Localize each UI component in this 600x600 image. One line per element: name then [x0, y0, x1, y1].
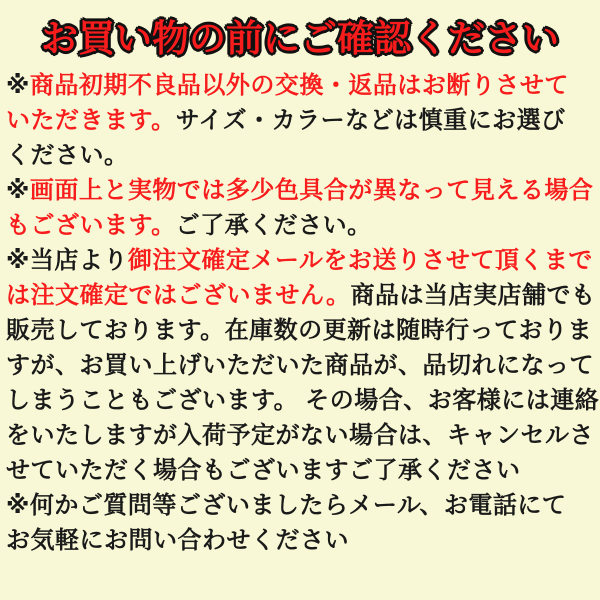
- notice-title: お買い物の前にご確認ください: [41, 18, 559, 59]
- notice-segment: は注文確定ではございません。: [6, 282, 351, 309]
- notice-segment: 販売しております。在庫数の更新は随時行っておりま: [6, 317, 593, 344]
- notice-body: [0, 68, 600, 558]
- notice-segment: お気軽にお問い合わせください: [6, 527, 349, 554]
- notice-line: [6, 278, 594, 313]
- notice-line: [6, 68, 594, 103]
- notice-line: [6, 138, 594, 173]
- notice-segment: 画面上と実物では多少色具合が異なって見える場合: [29, 177, 594, 204]
- notice-line: [6, 488, 594, 523]
- notice-line: [6, 418, 594, 453]
- notice-segment: ※: [6, 72, 30, 99]
- notice-line: [6, 348, 594, 383]
- notice-segment: ※当店より: [6, 247, 128, 274]
- notice-line: [6, 313, 594, 348]
- notice-segment: ※: [6, 177, 30, 204]
- notice-segment: をいたしますが入荷予定がない場合は、キャンセルさ: [6, 422, 594, 449]
- notice-segment: 商品初期不良品以外の交換・返品はお断りさせて: [29, 72, 569, 99]
- notice-segment: もございます。: [6, 212, 176, 239]
- notice-segment: 御注文確定メールをお送りさせて頂くまで: [127, 247, 593, 274]
- notice-segment: すが、お買い上げいただいた商品が、品切れになって: [6, 352, 594, 379]
- notice-segment: サイズ・カラーなどは慎重にお選び: [175, 107, 566, 134]
- notice-segment: 商品は当店実店舗でも: [350, 282, 596, 309]
- notice-line: [6, 523, 594, 558]
- notice-line: [6, 103, 594, 138]
- notice-line: [6, 208, 594, 243]
- notice-segment: いただきます。: [6, 107, 176, 134]
- notice-line: [6, 173, 594, 208]
- notice-segment: ください。: [6, 142, 129, 169]
- notice-segment: ご了承ください。: [175, 212, 372, 239]
- notice-line: [6, 453, 594, 488]
- notice-line: [6, 383, 600, 418]
- notice-segment: ※何かご質問等ございましたらメール、お電話にて: [6, 492, 567, 519]
- notice-line: [6, 243, 594, 278]
- notice-lines: [6, 68, 600, 558]
- notice-segment: しまうこともございます。 その場合、お客様には連絡: [6, 387, 600, 414]
- notice-segment: せていただく場合もございますご了承ください: [6, 457, 521, 484]
